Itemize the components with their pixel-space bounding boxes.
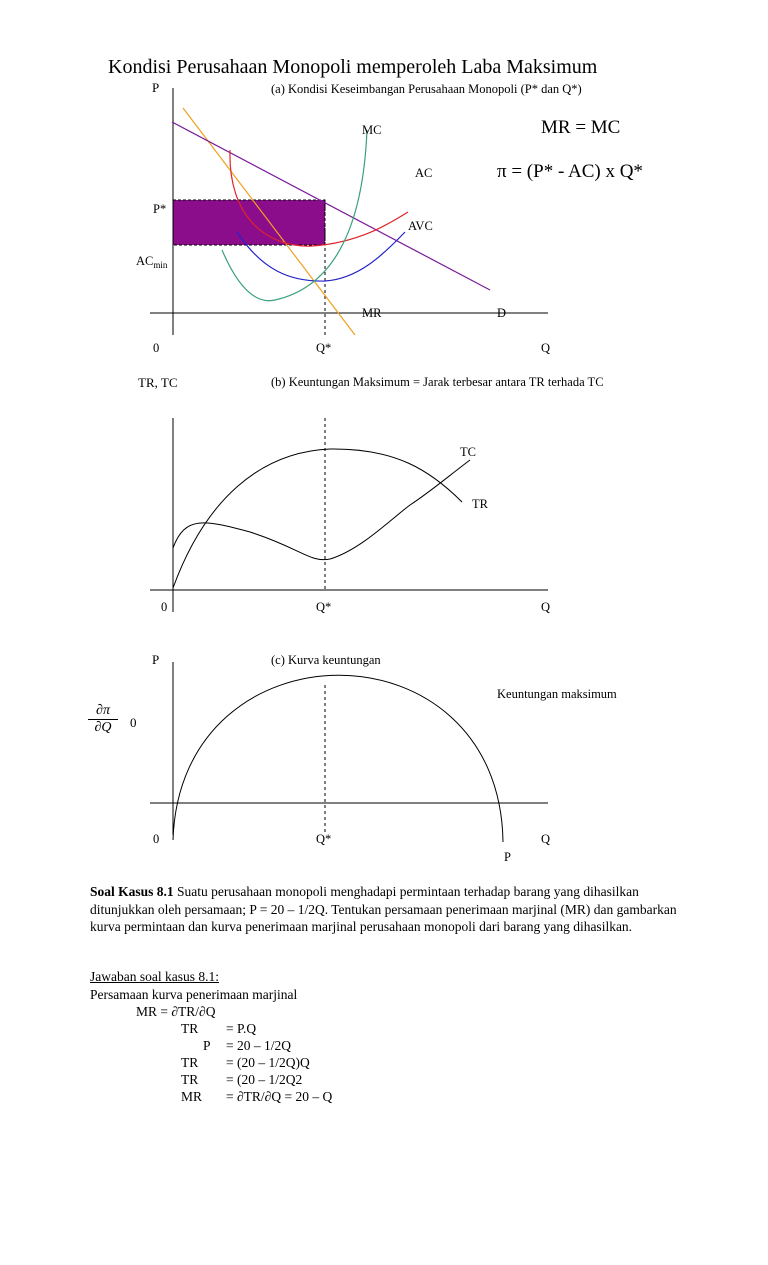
panel-a-qstar-label: Q* (316, 341, 332, 355)
answer-intro: Persamaan kurva penerimaan marjinal (90, 987, 298, 1002)
problem-text: Suatu perusahaan monopoli menghadapi permintaan terhadap barang yang dihasilkan ditunjukkan oleh persamaan; P = 20 – 1/2Q. Tentukan persamaan penerimaan marjinal (MR) dan gambarkan kurva permintaan dan kurva penerimaan marjinal perusahaan monopoli dari barang yang dihasilkan. (90, 884, 677, 934)
mr-label: MR (362, 306, 382, 320)
page-title: Kondisi Perusahaan Monopoli memperoleh Laba Maksimum (108, 56, 598, 78)
derivative-value: 0 (130, 715, 137, 730)
derivation-lhs-5: MR (181, 1089, 203, 1104)
derivation-lhs-4: TR (181, 1072, 199, 1087)
equilibrium-equation: MR = MC (541, 117, 621, 138)
panel-c-origin-label: 0 (153, 832, 160, 846)
panel-c-q-label: Q (541, 832, 551, 846)
answer-heading: Jawaban soal kasus 8.1: (90, 969, 219, 984)
derivation-rhs-5: = ∂TR/∂Q = 20 – Q (226, 1089, 333, 1104)
derivation-rhs-2: = 20 – 1/2Q (226, 1038, 291, 1053)
acmin-subscript: min (153, 260, 168, 270)
derivation-lhs-1: TR (181, 1021, 199, 1036)
panel-c-heading: (c) Kurva keuntungan (271, 653, 381, 667)
tc-label: TC (460, 445, 476, 459)
panel-b-origin-label: 0 (161, 600, 168, 614)
profit-derivative (88, 703, 118, 736)
panel-c-p-label: P (504, 850, 511, 864)
mc-label: MC (362, 123, 382, 137)
derivation-lhs-3: TR (181, 1055, 199, 1070)
max-profit-label: Keuntungan maksimum (497, 687, 617, 701)
pstar-label: P* (153, 202, 167, 216)
demand-label: D (497, 306, 507, 320)
derivation-rhs-3: = (20 – 1/2Q)Q (226, 1055, 310, 1070)
problem-lead: Soal Kasus 8.1 (90, 884, 174, 899)
panel-b-qstar-label: Q* (316, 600, 332, 614)
profit-equation: π = (P* - AC) x Q* (497, 161, 643, 182)
problem-statement (90, 883, 690, 936)
mr-definition: MR = ∂TR/∂Q (136, 1004, 216, 1019)
profit-area (173, 200, 325, 245)
panel-c-y-axis-label: P (152, 652, 160, 667)
panel-a-y-axis-label: P (152, 80, 160, 95)
tc-curve (173, 460, 470, 560)
panel-a-q-label: Q (541, 341, 551, 355)
panel-a-heading: (a) Kondisi Keseimbangan Perusahaan Monopoli (P* dan Q*) (271, 82, 582, 96)
acmin-text: AC (136, 254, 154, 268)
tr-label: TR (472, 497, 488, 511)
panel-b-q-label: Q (541, 600, 551, 614)
ac-label: AC (415, 166, 433, 180)
derivative-denominator: ∂Q (94, 720, 112, 735)
panel-b-heading: (b) Keuntungan Maksimum = Jarak terbesar antara TR terhada TC (271, 375, 604, 389)
panel-a-origin-label: 0 (153, 341, 160, 355)
acmin-label (136, 254, 167, 270)
avc-label: AVC (408, 219, 433, 233)
derivation-rhs-4: = (20 – 1/2Q2 (226, 1072, 303, 1087)
profit-curve (173, 675, 503, 842)
derivation-rhs-1: = P.Q (226, 1021, 257, 1036)
tr-curve (173, 449, 462, 588)
panel-b-y-axis-label: TR, TC (138, 375, 178, 390)
panel-c-qstar-label: Q* (316, 832, 332, 846)
derivative-numerator: ∂π (88, 703, 118, 720)
derivation-lhs-2: P (203, 1038, 211, 1053)
